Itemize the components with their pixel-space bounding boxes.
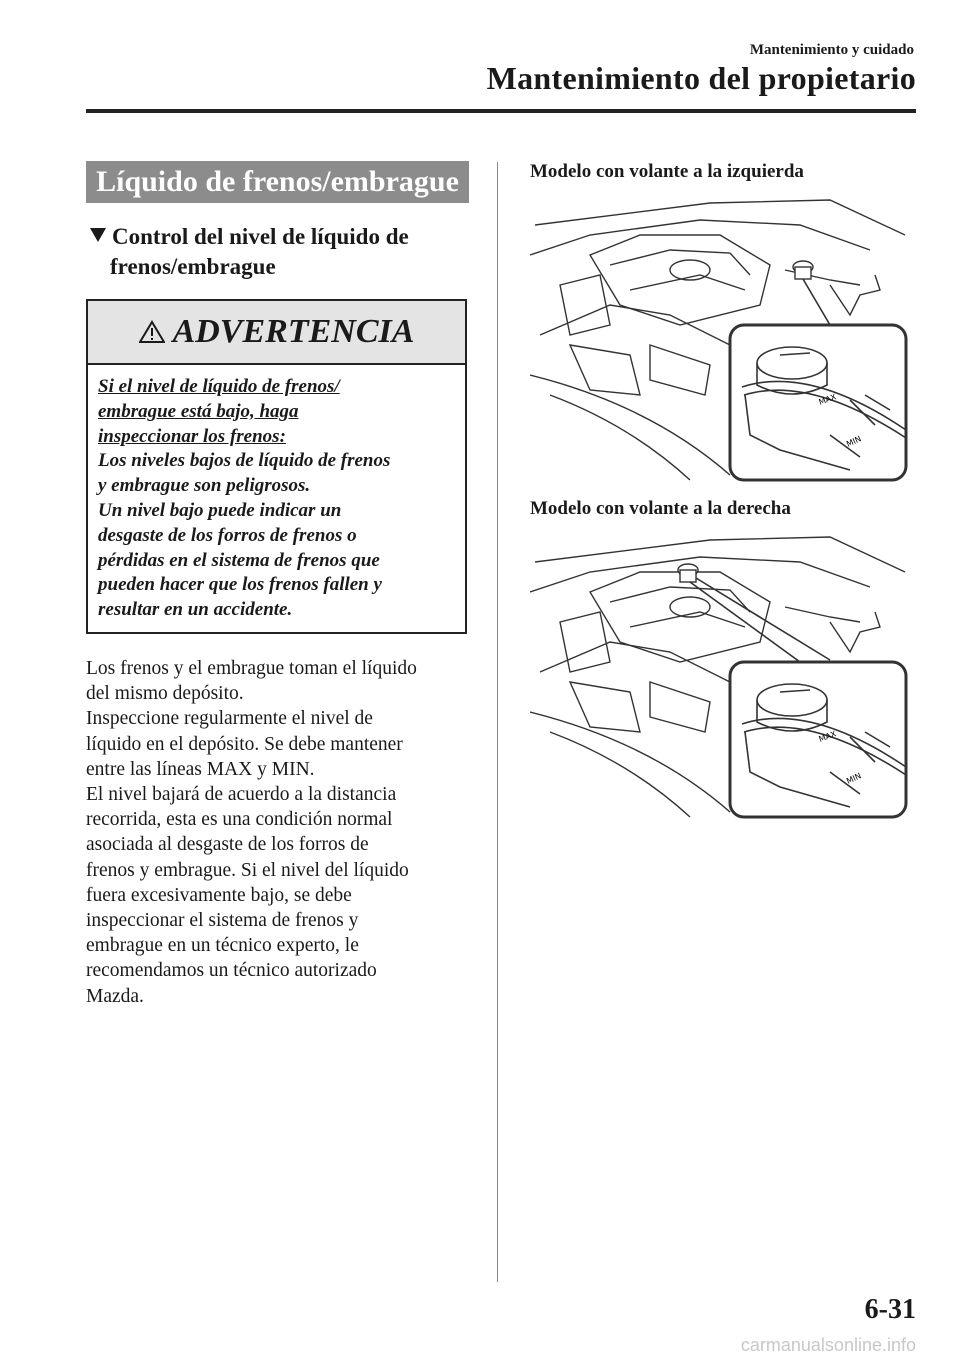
min-marker-label: MIN (845, 771, 863, 786)
warning-line: Los niveles bajos de líquido de frenos (98, 450, 391, 472)
warning-line: pueden hacer que los frenos fallen y (98, 574, 382, 596)
warning-line: pérdidas en el sistema de frenos que (98, 549, 380, 571)
warning-triangle-icon (139, 320, 165, 344)
warning-line: resultar en un accidente. (98, 599, 293, 621)
body-line: Mazda. (86, 985, 144, 1007)
warning-line: Si el nivel de líquido de frenos/ (98, 376, 340, 397)
warning-box (86, 299, 467, 634)
body-line: líquido en el depósito. Se debe mantener (86, 733, 403, 755)
min-marker-label: MIN (845, 434, 863, 449)
body-line: frenos y embrague. Si el nivel del líquido (86, 859, 409, 881)
max-marker-label: MAX (817, 392, 838, 407)
warning-line: embrague está bajo, haga (98, 400, 299, 422)
warning-line: Un nivel bajo puede indicar un (98, 499, 342, 521)
figure-caption-left-hand: Modelo con volante a la izquierda (530, 161, 804, 182)
warning-line: y embrague son peligrosos. (98, 475, 311, 497)
body-line: El nivel bajará de acuerdo a la distancia (86, 784, 397, 806)
body-text (86, 656, 481, 1009)
warning-line: desgaste de los forros de frenos o (98, 524, 357, 546)
body-line: del mismo depósito. (86, 683, 244, 705)
body-line: asociada al desgaste de los forros de (86, 834, 369, 856)
body-line: entre las líneas MAX y MIN. (86, 758, 315, 780)
engine-bay-illustration-left-hand (530, 195, 910, 485)
section-title-banner: Líquido de frenos/embrague (86, 161, 469, 203)
watermark: carmanualsonline.info (740, 1335, 916, 1355)
body-line: recomendamos un técnico autorizado (86, 960, 377, 982)
header-rule (86, 109, 916, 113)
body-line: Inspeccione regularmente el nivel de (86, 708, 373, 730)
body-line: fuera excesivamente bajo, se debe (86, 884, 352, 906)
body-line: embrague en un técnico experto, le (86, 935, 359, 957)
chapter-title: Mantenimiento y cuidado (749, 42, 914, 58)
warning-title: ADVERTENCIA (172, 313, 415, 350)
body-line: recorrida, esta es una condición normal (86, 809, 393, 831)
body-line: Los frenos y el embrague toman el líquido (86, 658, 417, 679)
column-divider (497, 162, 498, 1282)
engine-bay-illustration-right-hand (530, 532, 910, 822)
max-marker-label: MAX (817, 729, 838, 744)
warning-header (88, 301, 465, 365)
warning-line: inspeccionar los frenos: (98, 425, 286, 447)
body-line: inspeccionar el sistema de frenos y (86, 910, 359, 932)
warning-body (88, 365, 465, 623)
triangle-bullet-icon (90, 228, 106, 242)
subheading (90, 222, 470, 282)
subheading-line-1: Control del nivel de líquido de (112, 224, 409, 249)
figure-caption-right-hand: Modelo con volante a la derecha (530, 498, 791, 519)
page-number: 6-31 (864, 1294, 916, 1325)
subheading-line-2: frenos/embrague (110, 254, 276, 279)
section-header-title: Mantenimiento del propietario (486, 60, 916, 96)
